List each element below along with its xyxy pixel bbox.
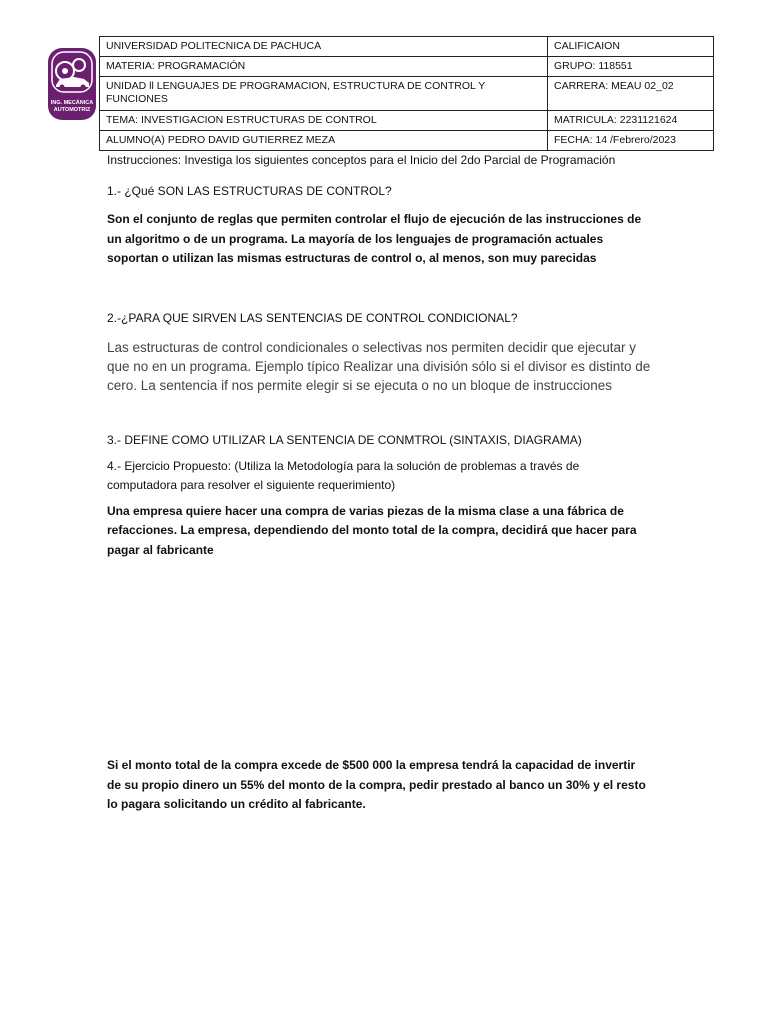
question-2: 2.-¿PARA QUE SIRVEN LAS SENTENCIAS DE CONTROL CONDICIONAL? <box>107 310 518 325</box>
enrollment-field: MATRICULA: 2231121624 <box>548 111 714 131</box>
question-1: 1.- ¿Qué SON LAS ESTRUCTURAS DE CONTROL? <box>107 183 392 198</box>
car-wheel-icon <box>60 85 65 90</box>
career-field: CARRERA: MEAU 02_02 <box>548 77 714 111</box>
header-row <box>100 111 714 131</box>
university-logo <box>48 48 96 120</box>
car-wheel-icon <box>81 85 86 90</box>
instructions-text: Instrucciones: Investiga los siguientes conceptos para el Inicio del 2do Parcial de Programación <box>107 153 616 167</box>
logo-text-line1: ING. MECÁNICA <box>50 100 94 106</box>
question-4: 4.- Ejercicio Propuesto: (Utiliza la Metodología para la solución de problemas a través de computadora para resolver el siguiente requerimiento) <box>107 458 580 492</box>
question-3: 3.- DEFINE COMO UTILIZAR LA SENTENCIA DE CONMTROL (SINTAXIS, DIAGRAMA) <box>107 433 582 447</box>
header-table <box>99 36 714 151</box>
grade-label: CALIFICAION <box>548 37 714 57</box>
header-row <box>100 77 714 111</box>
exercise-condition: Si el monto total de la compra excede de $500 000 la empresa tendrá la capacidad de invertir de su propio dinero un 55% del monto de la compra, pedir prestado al banco un 30% y el resto lo pagara solicitando un crédito al fabricante. <box>107 758 646 811</box>
exercise-statement: Una empresa quiere hacer una compra de varias piezas de la misma clase a una fábrica de refacciones. La empresa, dependiendo del monto total de la compra, decidirá que hacer para pagar al fabricante <box>107 503 637 557</box>
answer-1: Son el conjunto de reglas que permiten controlar el flujo de ejecución de las instrucciones de un algoritmo o de un programa. La mayoría de los lenguajes de programación actuales soportan o utilizan las mismas estructuras de control o, al menos, son muy parecidas <box>107 212 642 265</box>
group-field: GRUPO: 118551 <box>548 57 714 77</box>
date-field: FECHA: 14 /Febrero/2023 <box>548 131 714 151</box>
document-body <box>107 151 652 815</box>
unit-field: UNIDAD ll LENGUAJES DE PROGRAMACION, ESTRUCTURA DE CONTROL Y FUNCIONES <box>100 77 548 111</box>
header-row <box>100 57 714 77</box>
subject-field: MATERIA: PROGRAMACIÓN <box>100 57 548 77</box>
answer-2: Las estructuras de control condicionales o selectivas nos permiten decidir que ejecutar y que no en un programa. Ejemplo típico Realizar una división sólo si el divisor es distinto de cero. La sentencia if nos permite elegir si se ejecuta o no un bloque de instrucciones <box>107 340 651 393</box>
university-name: UNIVERSIDAD POLITECNICA DE PACHUCA <box>100 37 548 57</box>
header-row <box>100 131 714 151</box>
topic-field: TEMA: INVESTIGACION ESTRUCTURAS DE CONTROL <box>100 111 548 131</box>
logo-text-line2: AUTOMOTRIZ <box>53 107 91 113</box>
header-row <box>100 37 714 57</box>
student-field: ALUMNO(A) PEDRO DAVID GUTIERREZ MEZA <box>100 131 548 151</box>
gear-hub-icon <box>62 68 68 74</box>
